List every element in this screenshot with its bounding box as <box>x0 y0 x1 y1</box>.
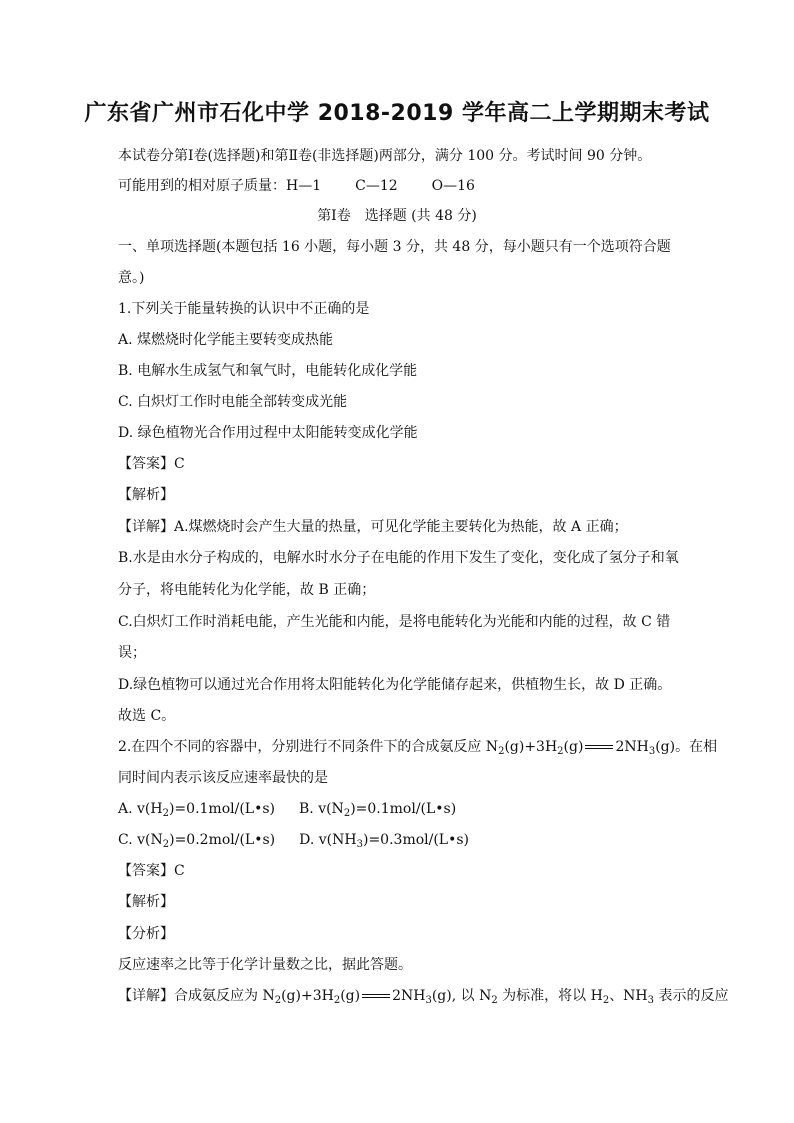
reversible-arrow-icon <box>585 745 613 749</box>
q2-option-c: C. $v(N_2)=0.2mol/(L•s)$ <box>118 832 276 850</box>
q1-detail-line: B.水是由水分子构成的，电解水时水分子在电能的作用下发生了变化，变化成了氢分子和氧 <box>118 550 679 566</box>
q1-answer: 【答案】C <box>118 456 185 472</box>
q1-option-c: C. 白炽灯工作时电能全部转变成光能 <box>118 394 348 410</box>
q1-analysis-label: 【解析】 <box>118 487 174 503</box>
q1-option-b: B. 电解水生成氢气和氧气时，电能转化成化学能 <box>118 363 418 379</box>
page-title: 广东省广州市石化中学 2018-2019 学年高二上学期期末考试 <box>84 101 710 126</box>
section-title: 第Ⅰ卷 选择题 (共 48 分) <box>317 208 477 224</box>
q2-stem: 2.在四个不同的容器中，分别进行不同条件下的合成氨反应 $N_2(g)+3H_2(g)$ $2NH_3(g)$。在相 <box>118 739 718 757</box>
q2-fenxi-text: 反应速率之比等于化学计量数之比，据此答题。 <box>118 957 412 973</box>
q1-detail-line: 故选 C。 <box>118 708 176 724</box>
reversible-arrow-icon <box>362 994 390 998</box>
q2-analysis-label: 【解析】 <box>118 894 174 910</box>
q2-options-row-1 <box>118 799 676 819</box>
q1-detail-line: C.白炽灯工作时消耗电能，产生光能和内能，是将电能转化为光能和内能的过程，故 C 错 <box>118 614 671 630</box>
q2-answer: 【答案】C <box>118 863 185 879</box>
q1-stem: 1.下列关于能量转换的认识中不正确的是 <box>118 301 370 317</box>
q2-options-row-2 <box>118 830 676 850</box>
atomic-mass-line: 可能用到的相对原子质量：H—1 C—12 O—16 <box>118 178 475 194</box>
q2-stem-cont: 同时间内表示该反应速率最快的是 <box>118 770 328 786</box>
q1-detail-line: 误； <box>118 645 146 661</box>
q1-detail-line: D.绿色植物可以通过光合作用将太阳能转化为化学能储存起来，供植物生长，故 D 正确。 <box>118 677 672 693</box>
q2-detail-line: 【详解】合成氨反应为 $N_2(g)+3H_2(g)$ $2NH_3(g)$, 以 $N_2$ 为标准，将以 $H_2$、$NH_3$ 表示的反应 <box>118 988 729 1006</box>
q1-detail-line: 【详解】A.煤燃烧时会产生大量的热量，可见化学能主要转化为热能，故 A 正确； <box>118 519 628 535</box>
q2-option-d: D. $v(NH_3)=0.3mol/(L•s)$ <box>299 832 470 850</box>
q1-option-d: D. 绿色植物光合作用过程中太阳能转变成化学能 <box>118 425 418 441</box>
part-one-heading-cont: 意。) <box>118 270 145 286</box>
part-one-heading: 一、单项选择题(本题包括 16 小题，每小题 3 分，共 48 分，每小题只有一个选项符合题 <box>118 239 671 255</box>
intro-text: 本试卷分第Ⅰ卷(选择题)和第Ⅱ卷(非选择题)两部分，满分 100 分。考试时间 90 分钟。 <box>118 148 652 164</box>
q2-fenxi-label: 【分析】 <box>118 926 174 942</box>
q2-option-b: B. $v(N_2)=0.1mol/(L•s)$ <box>299 801 457 819</box>
q2-option-a: A. $v(H_2)=0.1mol/(L•s)$ <box>118 801 275 819</box>
q1-detail-line: 分子，将电能转化为化学能，故 B 正确； <box>118 582 376 598</box>
q1-option-a: A. 煤燃烧时化学能主要转变成热能 <box>118 332 334 348</box>
